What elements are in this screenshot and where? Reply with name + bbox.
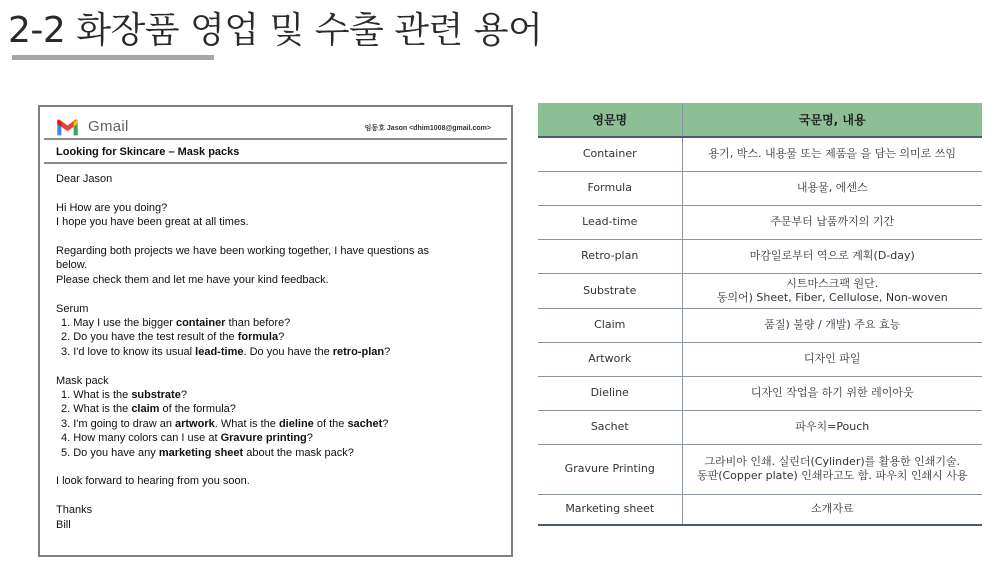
meaning-cell: 소개자료	[682, 494, 982, 525]
question-item: 4. How many colors can I use at Gravure printing?	[61, 432, 313, 445]
email-greeting: Dear Jason	[56, 173, 113, 185]
meaning-cell: 디자인 파일	[682, 342, 982, 376]
term-cell: Substrate	[538, 273, 682, 308]
table-row	[538, 308, 982, 342]
mask-pack-questions	[56, 388, 501, 460]
meaning-cell: 주문부터 납품까지의 기간	[682, 205, 982, 239]
meaning-cell: 품질) 불량 / 개발) 주요 효능	[682, 308, 982, 342]
question-item: 1. What is the substrate?	[61, 389, 187, 402]
email-intro-line: Hi How are you doing?	[56, 201, 168, 214]
glossary-table	[538, 103, 982, 526]
question-item: 5. Do you have any marketing sheet about the mask pack?	[61, 446, 354, 459]
table-row	[538, 376, 982, 410]
glossary-header-row	[538, 103, 982, 137]
term-cell: Gravure Printing	[538, 444, 682, 494]
table-row	[538, 410, 982, 444]
email-paragraph-line: Regarding both projects we have been working together, I have questions as	[56, 245, 430, 257]
table-row	[538, 273, 982, 308]
mask-pack-heading: Mask pack	[56, 374, 109, 387]
meaning-cell: 그라비아 인쇄. 실린더(Cylinder)를 활용한 인쇄기술. 동판(Copper plate) 인쇄라고도 함. 파우치 인쇄시 사용	[682, 444, 982, 494]
email-signature: Bill	[56, 518, 71, 531]
meaning-cell: 내용물, 에센스	[682, 171, 982, 205]
column-header-korean: 국문명, 내용	[682, 103, 982, 137]
question-item: 2. Do you have the test result of the formula?	[61, 331, 285, 344]
table-row	[538, 205, 982, 239]
email-sender: 임동호 Jason <dhim1008@gmail.com>	[364, 125, 491, 132]
slide-title: 2-2 화장품 영업 및 수출 관련 용어	[8, 10, 543, 51]
email-closing: I look forward to hearing from you soon.	[56, 475, 250, 488]
term-cell: Dieline	[538, 376, 682, 410]
email-thanks: Thanks	[56, 504, 93, 517]
meaning-cell: 파우치=Pouch	[682, 410, 982, 444]
email-paragraph-line: Please check them and let me have your kind feedback.	[56, 273, 329, 286]
table-row	[538, 137, 982, 171]
table-row	[538, 239, 982, 273]
email-paragraph-line: below.	[56, 259, 88, 272]
question-item: 3. I'd love to know its usual lead-time. Do you have the retro-plan?	[61, 345, 391, 358]
serum-questions	[56, 316, 501, 359]
meaning-cell: 시트마스크팩 원단. 동의어) Sheet, Fiber, Cellulose, Non-woven	[682, 273, 982, 308]
serum-heading: Serum	[56, 302, 89, 315]
term-cell: Marketing sheet	[538, 494, 682, 525]
email-screenshot	[38, 105, 513, 557]
term-cell: Container	[538, 137, 682, 171]
term-cell: Formula	[538, 171, 682, 205]
column-header-english: 영문명	[538, 103, 682, 137]
term-cell: Retro-plan	[538, 239, 682, 273]
table-row	[538, 171, 982, 205]
email-subject: Looking for Skincare – Mask packs	[56, 146, 240, 158]
term-cell: Claim	[538, 308, 682, 342]
term-cell: Artwork	[538, 342, 682, 376]
table-row	[538, 342, 982, 376]
table-row	[538, 494, 982, 525]
email-intro-line: I hope you have been great at all times.	[56, 216, 249, 229]
table-row	[538, 444, 982, 494]
title-underline	[12, 55, 214, 60]
subject-divider	[44, 162, 507, 164]
question-item: 3. I'm going to draw an artwork. What is the dieline of the sachet?	[61, 417, 389, 430]
term-cell: Sachet	[538, 410, 682, 444]
question-item: 2. What is the claim of the formula?	[61, 403, 236, 416]
header-divider	[44, 138, 507, 140]
meaning-cell: 마감일로부터 역으로 계획(D-day)	[682, 239, 982, 273]
gmail-wordmark: Gmail	[88, 118, 129, 135]
term-cell: Lead-time	[538, 205, 682, 239]
meaning-cell: 용기, 박스. 내용물 또는 제품을 을 담는 의미로 쓰임	[682, 137, 982, 171]
email-header	[50, 117, 501, 139]
question-item: 1. May I use the bigger container than before?	[61, 317, 291, 330]
meaning-cell: 디자인 작업을 하기 위한 레이아웃	[682, 376, 982, 410]
gmail-m-icon	[53, 119, 82, 137]
email-body	[56, 172, 501, 532]
